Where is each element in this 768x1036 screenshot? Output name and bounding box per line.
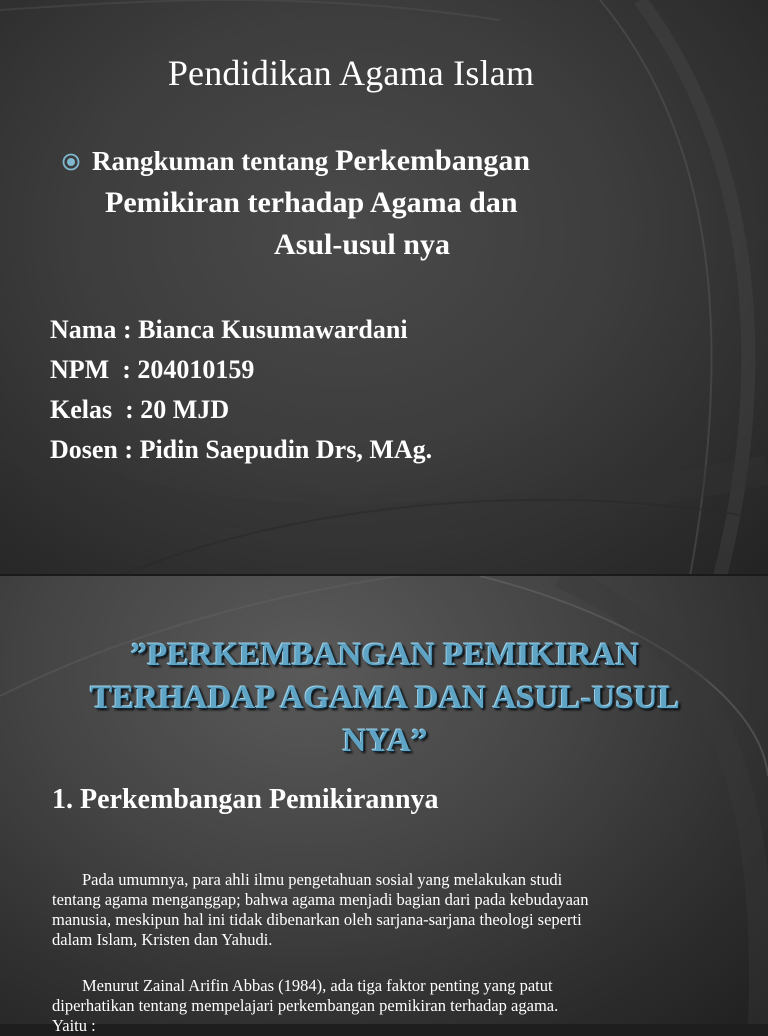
info-value: 20 MJD [140,395,230,424]
paragraph-2 [52,976,732,1036]
paragraph-line: diperhatikan tentang mempelajari perkembangan pemikiran terhadap agama. [52,996,559,1015]
info-separator: : [109,355,138,384]
paragraph-line: Yaitu : [52,1016,96,1035]
paragraph-line-text: Pada umumnya, para ahli ilmu pengetahuan sosial yang melakukan studi [82,870,563,889]
info-row-npm [50,350,432,390]
bullet-line-3: Asul-usul nya [274,228,450,261]
info-value: Bianca Kusumawardani [138,315,408,344]
info-label: Dosen [50,435,118,464]
slide-content-heading [40,634,730,763]
paragraph-line [52,870,732,890]
info-row-dosen [50,430,432,470]
heading-line: NYA” [342,723,428,759]
section-subheading: 1. Perkembangan Pemikirannya [52,784,439,815]
info-separator: : [112,395,141,424]
info-value: Pidin Saepudin Drs, MAg. [139,435,433,464]
bullet-line-1 [92,140,652,182]
slide-title-heading: Pendidikan Agama Islam [167,53,535,93]
paragraph-line: dalam Islam, Kristen dan Yahudi. [52,930,273,949]
info-label: Kelas [50,395,113,424]
info-value: 204010159 [137,355,255,384]
bullet-summary [92,140,652,266]
paragraph-line [52,976,732,996]
paragraph-1 [52,870,732,950]
info-label: Nama [50,315,117,344]
info-label: NPM [50,355,110,384]
paragraph-line: manusia, meskipun hal ini tidak dibenarkan oleh sarjana-sarjana theologi seperti [52,910,582,929]
student-info [50,310,432,470]
info-separator: : [117,435,140,464]
bullet-line-1-main: Perkembangan [335,144,531,177]
heading-line: ”PERKEMBANGAN PEMIKIRAN [130,637,640,673]
info-row-kelas [50,390,432,430]
circle-target-icon [62,153,80,171]
paragraph-line-text: Menurut Zainal Arifin Abbas (1984), ada tiga faktor penting yang patut [82,976,553,995]
info-separator: : [116,315,139,344]
paragraph-line: tentang agama menganggap; bahwa agama menjadi bagian dari pada kebudayaan [52,890,589,909]
bullet-prefix: Rangkuman tentang [92,146,336,176]
heading-line: TERHADAP AGAMA DAN ASUL-USUL [90,680,680,716]
bullet-line-2: Pemikiran terhadap Agama dan [105,186,518,219]
info-row-nama [50,310,432,350]
